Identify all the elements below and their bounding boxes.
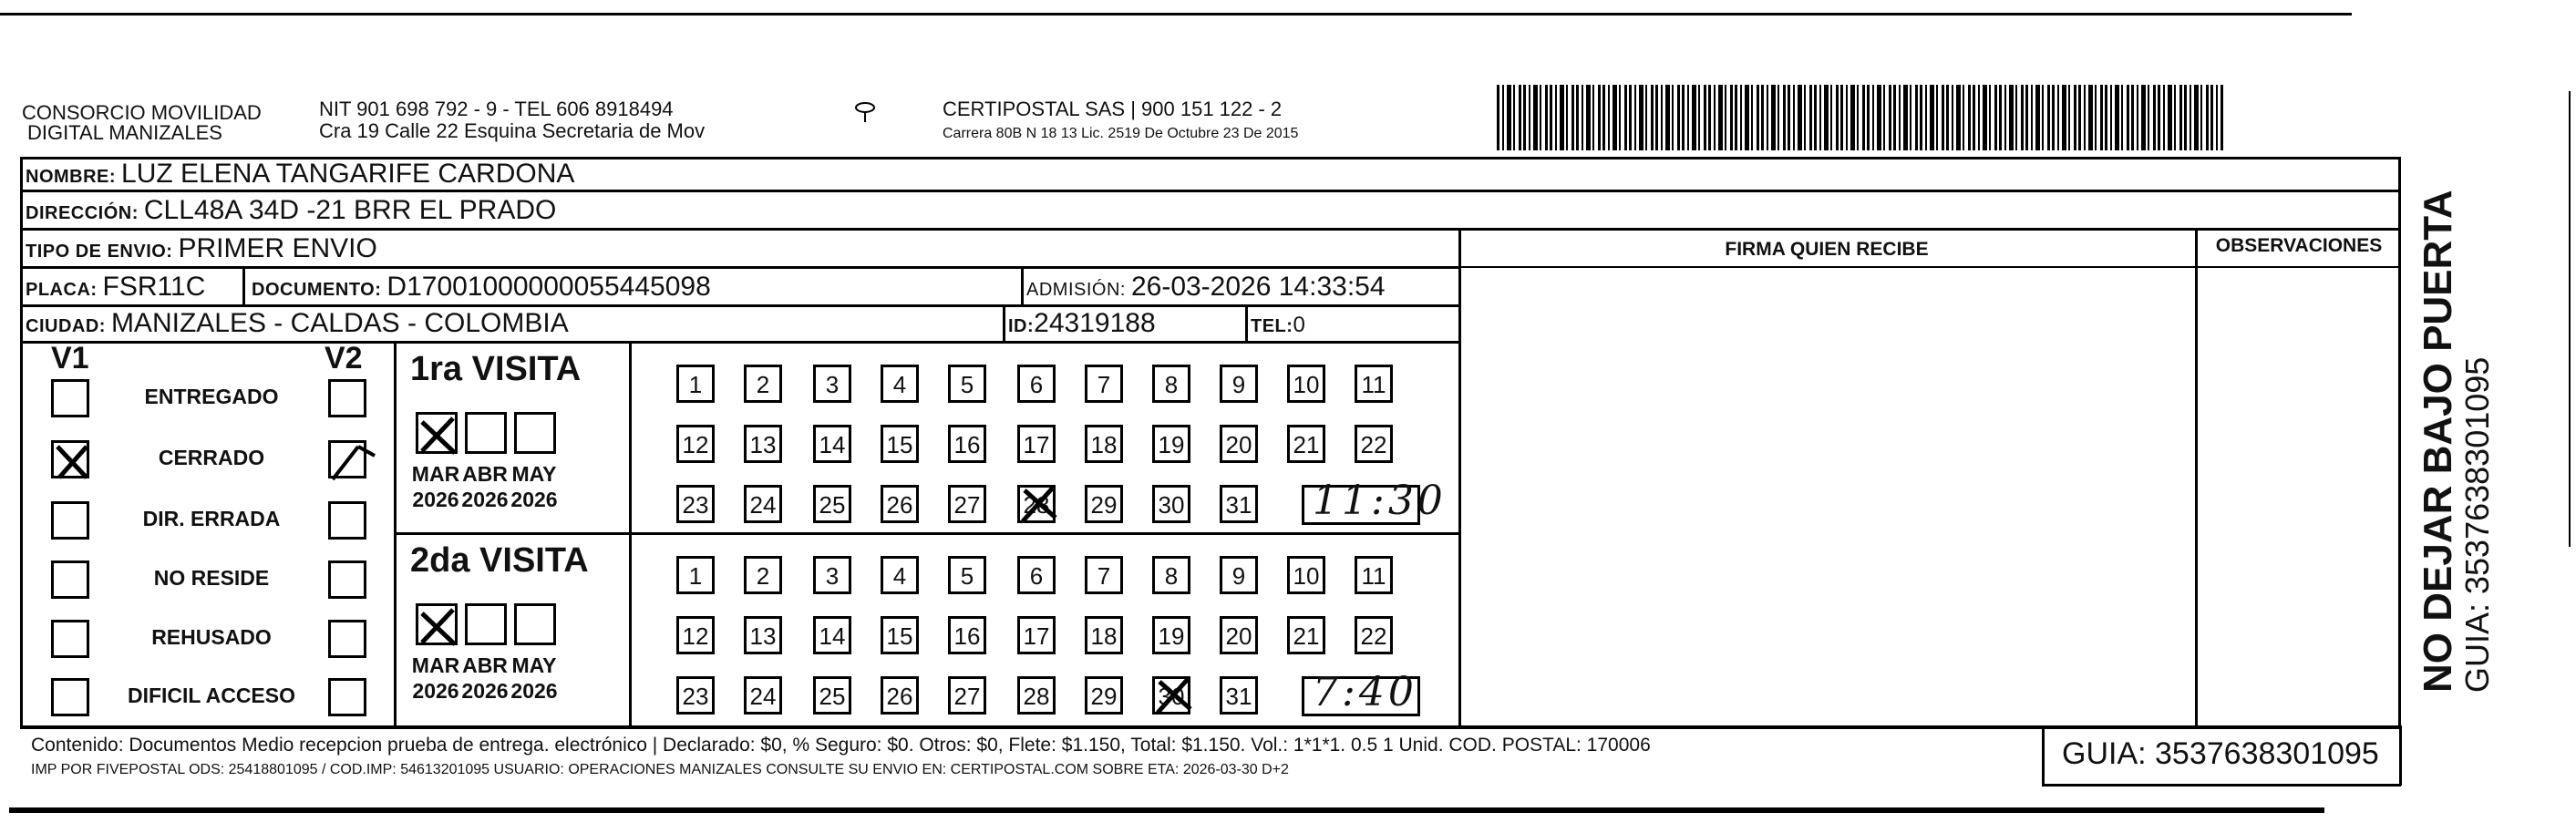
day-mark-icon [1152,673,1194,723]
placa-field [26,272,205,305]
month-checkbox[interactable] [416,603,458,645]
admision-value: 26-03-2026 14:33:54 [1130,272,1386,302]
col-divider [2195,228,2198,725]
v2-header: V2 [325,341,363,375]
handwritten-time: 7:40 [1313,669,1417,715]
day-box[interactable]: 24 [744,485,782,523]
day-box[interactable]: 27 [948,676,986,715]
status-label: DIFICIL ACCESO [127,684,295,707]
documento-value: D17001000000055445098 [386,272,711,302]
side-guia: GUIA: 3537638301095 [2458,356,2496,693]
day-box[interactable]: 8 [1152,365,1190,403]
guia-box-bottom [2042,784,2401,787]
month-checkbox[interactable] [514,603,556,645]
day-box[interactable]: 1 [676,556,715,594]
ciudad-field [26,308,569,342]
day-box[interactable]: 7 [1085,365,1123,403]
placa-label: PLACA: [26,280,98,300]
guia-box-right [2399,725,2402,786]
tipo-envio-value: PRIMER ENVIO [178,233,377,263]
day-box[interactable]: 25 [813,485,851,523]
status-v2-checkbox[interactable] [328,678,366,716]
observaciones-column-header: OBSERVACIONES [2215,235,2383,256]
col-divider [2042,725,2045,786]
day-box[interactable]: 26 [881,676,919,715]
day-box[interactable]: 29 [1085,676,1123,715]
day-box[interactable]: 25 [813,676,851,715]
id-value: 24319188 [1034,308,1156,338]
month-year: 2026 [412,488,459,511]
day-box[interactable]: 1 [676,365,715,403]
month-label [410,653,461,704]
col-divider [394,341,397,725]
courier-line2: Carrera 80B N 18 13 Lic. 2519 De Octubre 23 De 2015 [943,126,1299,141]
status-v1-checkbox[interactable] [51,379,89,417]
status-label: NO RESIDE [153,566,270,590]
status-label: ENTREGADO [144,385,279,408]
day-box[interactable]: 5 [948,556,986,594]
admision-label: ADMISIÓN: [1026,280,1126,300]
day-box[interactable]: 23 [676,485,715,523]
month-checkbox[interactable] [465,412,507,454]
no-dejar-bajo-puerta: NO DEJAR BAJO PUERTA [2416,190,2460,693]
ciudad-label: CIUDAD: [26,316,106,336]
nombre-field [26,159,574,192]
visit-divider [394,532,1458,535]
direccion-value: CLL48A 34D -21 BRR EL PRADO [143,195,557,225]
scan-edge-bottom [9,807,2324,813]
status-v1-checkbox[interactable] [51,560,89,599]
day-box[interactable]: 13 [744,616,782,654]
day-box[interactable]: 2 [744,365,782,403]
status-v2-checkbox[interactable] [328,501,366,540]
tracking-barcode [1497,85,2223,150]
courier-line1: CERTIPOSTAL SAS | 900 151 122 - 2 [943,98,1283,120]
col-divider [1458,228,1461,725]
month-name: ABR [462,462,508,486]
month-label [459,461,510,512]
day-box[interactable]: 27 [948,485,986,523]
tel-value: 0 [1293,313,1305,337]
day-box[interactable]: 11 [1355,556,1393,594]
id-label: ID: [1008,316,1035,336]
nombre-label: NOMBRE: [26,167,117,187]
month-checkbox[interactable] [465,603,507,645]
footer-contenido: Contenido: Documentos Medio recepcion prueba de entrega. electrónico | Declarado: $0, % Seguro: $0. Otros: $0, Flete: $1.150, Total: $1.150. Vol.: 1*1*1. 0.5 1 Unid. COD. POSTAL: 170006 [31,735,1651,756]
day-box[interactable]: 31 [1220,676,1258,715]
month-year: 2026 [461,679,509,703]
firma-column-header: FIRMA QUIEN RECIBE [1725,239,1929,260]
day-box[interactable]: 28 [1017,485,1056,523]
status-v2-checkbox[interactable] [328,379,366,417]
month-year: 2026 [510,679,558,703]
tel-label: TEL: [1251,316,1293,336]
day-box[interactable]: 23 [676,676,715,715]
day-mark-icon [1017,481,1059,531]
day-box[interactable]: 4 [881,365,919,403]
scan-edge-top [0,13,2352,15]
day-box[interactable]: 10 [1287,556,1325,594]
guia-number: GUIA: 3537638301095 [2062,736,2379,771]
day-box[interactable]: 9 [1220,556,1258,594]
month-name: MAY [511,462,557,486]
v1-header: V1 [51,341,89,375]
admision-field [1026,272,1386,305]
day-box[interactable]: 7 [1085,556,1123,594]
row-divider [1458,266,2401,268]
status-v2-checkbox[interactable] [328,440,366,478]
month-name: ABR [462,653,508,677]
day-box[interactable]: 2 [744,556,782,594]
check-mark-icon [418,415,460,457]
footer-impresion: IMP POR FIVEPOSTAL ODS: 25418801095 / COD.IMP: 54613201095 USUARIO: OPERACIONES MANIZALES CONSULTE SU ENVIO EN: CERTIPOSTAL.COM SOBRE ETA: 2026-03-30 D+2 [31,762,1289,777]
visit-title: 2da VISITA [410,541,589,580]
col-divider [629,341,632,725]
id-field [1008,308,1156,342]
month-name: MAR [411,462,460,486]
company-name-line1: CONSORCIO MOVILIDAD [22,101,262,124]
col-divider [242,266,245,304]
day-box[interactable]: 10 [1287,365,1325,403]
day-box[interactable]: 26 [881,485,919,523]
company-name-line2: DIGITAL MANIZALES [27,121,222,144]
month-checkbox[interactable] [514,412,556,454]
placa-value: FSR11C [102,272,206,302]
day-box[interactable]: 5 [948,365,986,403]
status-v2-checkbox[interactable] [328,620,366,658]
day-box[interactable]: 22 [1355,616,1393,654]
day-box[interactable]: 6 [1017,365,1056,403]
day-box[interactable]: 28 [1017,676,1056,715]
day-box[interactable]: 16 [948,425,986,463]
check-mark-icon [331,443,382,481]
status-v1-checkbox[interactable] [51,440,89,478]
day-box[interactable]: 12 [676,616,715,654]
day-box[interactable]: 18 [1085,425,1123,463]
day-box[interactable]: 22 [1355,425,1393,463]
month-label [509,461,560,512]
month-name: MAY [511,653,557,677]
check-mark-icon [418,606,460,648]
status-v2-checkbox[interactable] [328,560,366,599]
day-box[interactable]: 14 [813,425,851,463]
day-box[interactable]: 16 [948,616,986,654]
month-year: 2026 [510,488,558,511]
tel-field [1251,308,1305,342]
day-box[interactable]: 24 [744,676,782,715]
day-box[interactable]: 21 [1287,616,1325,654]
status-v1-checkbox[interactable] [51,620,89,658]
nombre-value: LUZ ELENA TANGARIFE CARDONA [121,159,575,189]
documento-field [252,272,711,305]
day-box[interactable]: 15 [881,425,919,463]
day-box[interactable]: 13 [744,425,782,463]
status-v1-checkbox[interactable] [51,501,89,540]
month-name: MAR [411,653,460,677]
address-line: Cra 19 Calle 22 Esquina Secretaria de Mov [319,119,706,142]
day-box[interactable]: 4 [881,556,919,594]
day-box[interactable]: 20 [1220,425,1258,463]
status-label: REHUSADO [151,625,272,649]
day-box[interactable]: 12 [676,425,715,463]
day-box[interactable]: 3 [813,365,851,403]
day-box[interactable]: 18 [1085,616,1123,654]
month-label [459,653,510,704]
col-divider [1245,304,1248,341]
nit-line: NIT 901 698 792 - 9 - TEL 606 8918494 [319,98,674,120]
scan-edge-right [2569,91,2571,547]
day-box[interactable]: 30 [1152,676,1190,715]
status-label: DIR. ERRADA [142,507,281,530]
month-checkbox[interactable] [416,412,458,454]
month-year: 2026 [412,679,459,703]
month-label [410,461,461,512]
day-box[interactable]: 9 [1220,365,1258,403]
day-box[interactable]: 17 [1017,425,1056,463]
col-divider [1021,266,1024,304]
status-v1-checkbox[interactable] [51,678,89,716]
month-label [509,653,560,704]
ciudad-value: MANIZALES - CALDAS - COLOMBIA [110,308,569,338]
day-box[interactable]: 11 [1355,365,1393,403]
day-box[interactable]: 14 [813,616,851,654]
direccion-label: DIRECCIÓN: [26,203,139,223]
documento-label: DOCUMENTO: [252,280,382,300]
day-box[interactable]: 19 [1152,616,1190,654]
day-box[interactable]: 6 [1017,556,1056,594]
tipo-envio-label: TIPO DE ENVIO: [26,242,173,262]
day-box[interactable]: 30 [1152,485,1190,523]
day-box[interactable]: 17 [1017,616,1056,654]
check-mark-icon [54,443,92,481]
col-divider [1003,304,1005,341]
day-box[interactable]: 3 [813,556,851,594]
direccion-field [26,195,556,229]
day-box[interactable]: 20 [1220,616,1258,654]
courier-logo-icon [853,100,877,129]
visit-title: 1ra VISITA [410,350,582,388]
status-label: CERRADO [158,446,265,469]
month-year: 2026 [461,488,509,511]
handwritten-time: 11:30 [1313,478,1447,524]
day-box[interactable]: 19 [1152,425,1190,463]
day-box[interactable]: 31 [1220,485,1258,523]
tipo-envio-field [26,233,377,267]
day-box[interactable]: 15 [881,616,919,654]
day-box[interactable]: 8 [1152,556,1190,594]
side-notice [2417,190,2496,693]
day-box[interactable]: 29 [1085,485,1123,523]
day-box[interactable]: 21 [1287,425,1325,463]
